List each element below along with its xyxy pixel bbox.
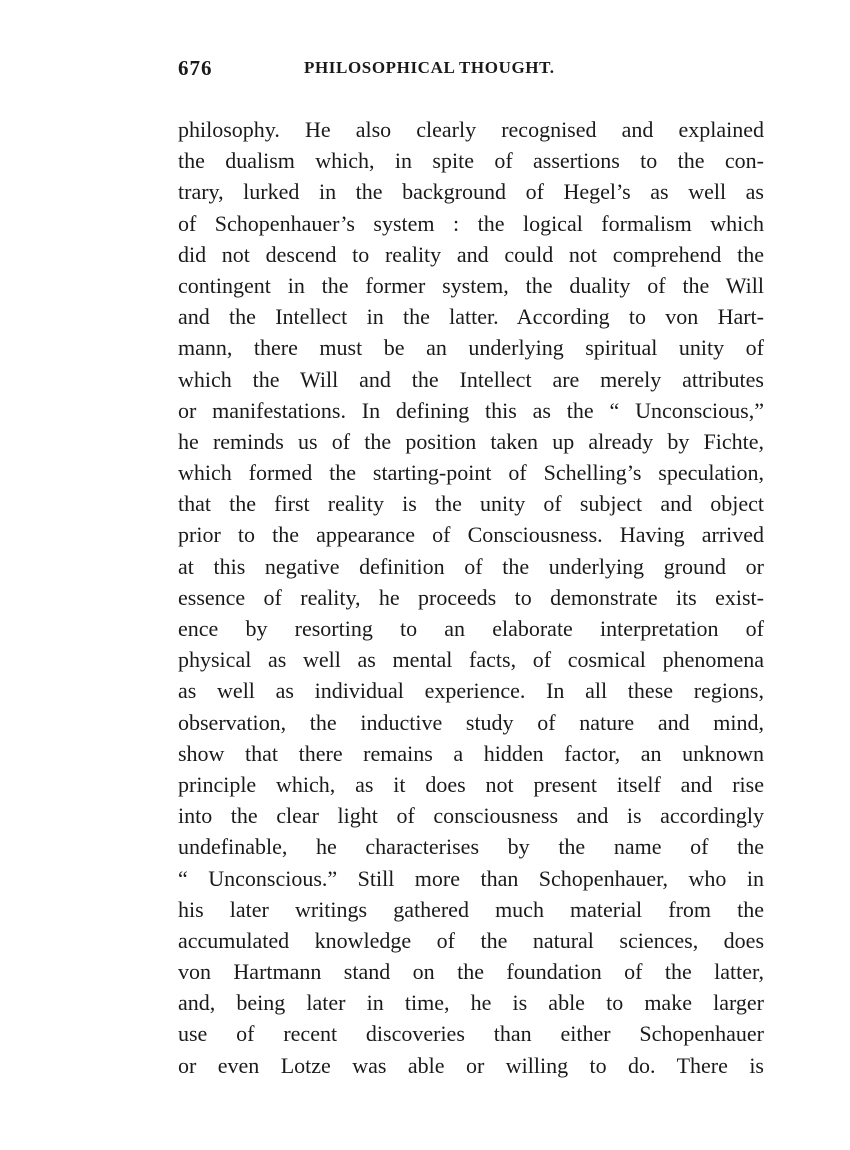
text-line: observation, the inductive study of nature and mind, [178,709,764,735]
text-line: that the first reality is the unity of subject and object [178,491,764,517]
text-line: the dualism which, in spite of assertions to the con- [178,148,764,174]
text-line: von Hartmann stand on the foundation of the latter, [178,959,764,985]
text-line: ence by resorting to an elaborate interpretation of [178,616,764,641]
text-line: prior to the appearance of Consciousness. Having arrived [178,522,764,548]
text-line: contingent in the former system, the duality of the Will [178,272,764,298]
text-line: and, being later in time, he is able to make larger [178,990,764,1016]
text-line: philosophy. He also clearly recognised and explained [178,117,764,142]
text-line: or even Lotze was able or willing to do. There is [178,1052,764,1078]
running-head: PHILOSOPHICAL THOUGHT. [304,58,555,77]
text-line: trary, lurked in the background of Hegel’s as well as [178,179,764,205]
text-line: he reminds us of the position taken up already by Fichte, [178,428,764,454]
text-line: mann, there must be an underlying spiritual unity of [178,335,764,361]
text-line: into the clear light of consciousness and is accordingly [178,803,764,829]
text-line: essence of reality, he proceeds to demonstrate its exist- [178,584,764,610]
text-line: his later writings gathered much material from the [178,896,764,922]
text-line: did not descend to reality and could not comprehend the [178,241,764,267]
text-line: or manifestations. In defining this as the “ Unconscious,” [178,397,764,423]
page-number: 676 [178,56,213,80]
text-line: which the Will and the Intellect are merely attributes [178,366,764,392]
text-line: show that there remains a hidden factor, an unknown [178,740,764,766]
text-line: which formed the starting-point of Schelling’s speculation, [178,460,764,486]
text-line: as well as individual experience. In all these regions, [178,678,764,704]
text-line: accumulated knowledge of the natural sciences, does [178,927,764,953]
text-line: and the Intellect in the latter. According to von Hart- [178,304,764,330]
body-text [178,114,764,1081]
text-line: use of recent discoveries than either Schopenhauer [178,1021,764,1047]
text-line: at this negative definition of the underlying ground or [178,553,764,579]
page-header [178,56,764,86]
text-line: principle which, as it does not present itself and rise [178,771,764,797]
text-line: of Schopenhauer’s system : the logical formalism which [178,210,764,236]
text-line: physical as well as mental facts, of cosmical phenomena [178,647,764,673]
text-line: undefinable, he characterises by the name of the [178,834,764,860]
text-line: “ Unconscious.” Still more than Schopenhauer, who in [178,865,764,891]
